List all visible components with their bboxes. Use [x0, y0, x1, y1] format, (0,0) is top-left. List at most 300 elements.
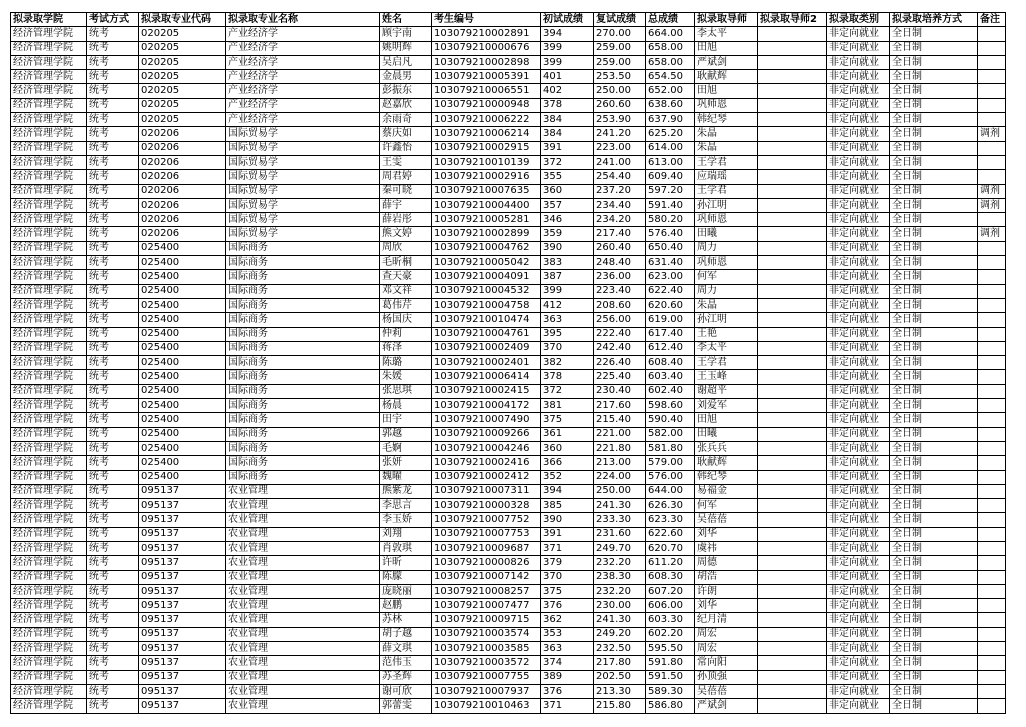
table-cell: 360 [541, 184, 594, 198]
table-row [11, 513, 1006, 527]
table-cell: 葛伟芹 [380, 298, 432, 312]
table-cell: 241.30 [594, 613, 646, 627]
table-cell: 薛岩彤 [380, 213, 432, 227]
table-cell: 378 [541, 98, 594, 112]
table-cell: 650.40 [646, 241, 695, 255]
table-cell: 391 [541, 141, 594, 155]
table-cell [978, 341, 1006, 355]
table-cell: 402 [541, 84, 594, 98]
table-cell [758, 55, 827, 69]
table-cell: 统考 [87, 684, 139, 698]
table-cell: 260.40 [594, 241, 646, 255]
table-cell [978, 55, 1006, 69]
table-cell [978, 441, 1006, 455]
table-cell: 经济管理学院 [11, 184, 87, 198]
table-cell: 611.20 [646, 556, 695, 570]
table-cell: 毛婀 [380, 441, 432, 455]
table-cell [758, 527, 827, 541]
table-cell: 103079210004091 [432, 270, 541, 284]
table-cell: 经济管理学院 [11, 127, 87, 141]
table-cell: 249.20 [594, 627, 646, 641]
table-cell: 355 [541, 170, 594, 184]
table-cell: 579.00 [646, 456, 695, 470]
table-cell: 609.40 [646, 170, 695, 184]
table-cell: 统考 [87, 256, 139, 270]
table-cell: 统考 [87, 27, 139, 41]
table-cell: 国际商务 [226, 470, 380, 484]
table-cell: 许鑫怡 [380, 141, 432, 155]
table-cell: 非定向就业 [827, 327, 890, 341]
table-cell: 非定向就业 [827, 98, 890, 112]
table-row [11, 599, 1006, 613]
table-cell [978, 356, 1006, 370]
table-cell: 非定向就业 [827, 370, 890, 384]
table-cell: 经济管理学院 [11, 527, 87, 541]
table-cell: 095137 [139, 699, 226, 713]
table-cell: 215.80 [594, 699, 646, 713]
table-cell: 103079210007311 [432, 484, 541, 498]
table-cell: 非定向就业 [827, 599, 890, 613]
table-cell: 020205 [139, 41, 226, 55]
table-cell [758, 499, 827, 513]
table-cell: 360 [541, 441, 594, 455]
table-cell: 非定向就业 [827, 613, 890, 627]
table-cell: 统考 [87, 98, 139, 112]
table-cell: 统考 [87, 70, 139, 84]
table-row [11, 241, 1006, 255]
table-cell: 全日制 [890, 427, 978, 441]
table-cell: 607.20 [646, 584, 695, 598]
table-cell [758, 270, 827, 284]
table-cell: 产业经济学 [226, 27, 380, 41]
table-cell: 统考 [87, 513, 139, 527]
table-cell [758, 570, 827, 584]
table-cell: 375 [541, 413, 594, 427]
table-cell: 经济管理学院 [11, 27, 87, 41]
table-cell: 朱晶 [695, 141, 758, 155]
table-cell: 103079210002915 [432, 141, 541, 155]
table-cell: 103079210007937 [432, 684, 541, 698]
table-cell: 巩师恩 [695, 213, 758, 227]
table-cell: 经济管理学院 [11, 484, 87, 498]
table-cell: 250.00 [594, 484, 646, 498]
table-cell: 熊文婷 [380, 227, 432, 241]
table-cell: 025400 [139, 413, 226, 427]
table-row [11, 41, 1006, 55]
table-cell [758, 370, 827, 384]
table-cell: 调剂 [978, 184, 1006, 198]
table-cell: 103079210000826 [432, 556, 541, 570]
table-cell: 刘华 [695, 599, 758, 613]
table-cell: 非定向就业 [827, 141, 890, 155]
table-cell: 103079210003574 [432, 627, 541, 641]
table-cell: 经济管理学院 [11, 241, 87, 255]
table-cell [978, 384, 1006, 398]
table-cell: 371 [541, 541, 594, 555]
table-cell: 何军 [695, 499, 758, 513]
table-cell: 366 [541, 456, 594, 470]
table-cell: 调剂 [978, 227, 1006, 241]
table-cell: 全日制 [890, 113, 978, 127]
table-cell: 全日制 [890, 384, 978, 398]
table-cell [758, 313, 827, 327]
table-cell: 103079210007142 [432, 570, 541, 584]
table-cell: 谢可欣 [380, 684, 432, 698]
table-cell: 田旭 [695, 84, 758, 98]
table-cell: 田宇 [380, 413, 432, 427]
table-cell [978, 527, 1006, 541]
table-cell: 非定向就业 [827, 270, 890, 284]
table-cell: 608.30 [646, 570, 695, 584]
table-cell: 全日制 [890, 41, 978, 55]
table-cell: 103079210007477 [432, 599, 541, 613]
table-cell: 103079210007635 [432, 184, 541, 198]
table-cell: 580.20 [646, 213, 695, 227]
table-cell [758, 170, 827, 184]
table-cell: 025400 [139, 470, 226, 484]
table-cell [758, 127, 827, 141]
table-cell: 250.00 [594, 84, 646, 98]
table-cell: 103079210002412 [432, 470, 541, 484]
table-cell: 371 [541, 699, 594, 713]
table-cell: 全日制 [890, 241, 978, 255]
table-cell: 非定向就业 [827, 656, 890, 670]
table-cell: 254.40 [594, 170, 646, 184]
table-cell [978, 656, 1006, 670]
table-cell: 余雨奇 [380, 113, 432, 127]
table-cell: 025400 [139, 313, 226, 327]
table-cell: 370 [541, 341, 594, 355]
table-cell: 周德 [695, 556, 758, 570]
table-cell: 095137 [139, 556, 226, 570]
table-row [11, 527, 1006, 541]
table-cell: 非定向就业 [827, 170, 890, 184]
table-cell: 095137 [139, 541, 226, 555]
table-cell: 357 [541, 198, 594, 212]
table-cell: 国际贸易学 [226, 184, 380, 198]
table-cell: 许昕 [380, 556, 432, 570]
table-cell: 020205 [139, 55, 226, 69]
table-row [11, 84, 1006, 98]
table-cell: 223.40 [594, 284, 646, 298]
table-cell [758, 41, 827, 55]
table-row [11, 427, 1006, 441]
table-cell: 103079210005042 [432, 256, 541, 270]
table-cell: 统考 [87, 470, 139, 484]
table-cell: 095137 [139, 499, 226, 513]
table-cell: 全日制 [890, 699, 978, 713]
table-cell [978, 399, 1006, 413]
table-cell: 103079210003585 [432, 642, 541, 656]
table-cell [758, 384, 827, 398]
table-cell: 非定向就业 [827, 642, 890, 656]
table-cell: 020206 [139, 198, 226, 212]
table-cell: 经济管理学院 [11, 413, 87, 427]
table-cell: 统考 [87, 41, 139, 55]
table-cell: 全日制 [890, 155, 978, 169]
table-cell: 国际商务 [226, 399, 380, 413]
table-cell: 103079210006222 [432, 113, 541, 127]
table-cell: 统考 [87, 670, 139, 684]
table-cell [978, 613, 1006, 627]
table-cell: 朱媛 [380, 370, 432, 384]
table-cell: 259.00 [594, 55, 646, 69]
table-cell: 经济管理学院 [11, 541, 87, 555]
table-cell: 经济管理学院 [11, 170, 87, 184]
table-cell: 非定向就业 [827, 556, 890, 570]
table-row [11, 399, 1006, 413]
table-row [11, 670, 1006, 684]
table-cell [758, 684, 827, 698]
table-cell: 非定向就业 [827, 670, 890, 684]
table-cell [758, 298, 827, 312]
table-cell: 农业管理 [226, 684, 380, 698]
table-cell: 256.00 [594, 313, 646, 327]
table-cell: 经济管理学院 [11, 356, 87, 370]
table-cell: 非定向就业 [827, 684, 890, 698]
table-cell: 统考 [87, 113, 139, 127]
table-cell: 623.00 [646, 270, 695, 284]
table-cell: 363 [541, 642, 594, 656]
table-cell: 郭越 [380, 427, 432, 441]
table-cell: 372 [541, 155, 594, 169]
table-cell: 非定向就业 [827, 127, 890, 141]
table-cell: 全日制 [890, 556, 978, 570]
table-cell: 农业管理 [226, 642, 380, 656]
table-cell: 农业管理 [226, 527, 380, 541]
table-cell: 非定向就业 [827, 499, 890, 513]
table-cell: 刘华 [695, 527, 758, 541]
table-cell: 025400 [139, 327, 226, 341]
table-cell: 国际贸易学 [226, 213, 380, 227]
table-cell: 全日制 [890, 184, 978, 198]
table-cell: 国际商务 [226, 356, 380, 370]
table-row [11, 570, 1006, 584]
table-cell: 统考 [87, 127, 139, 141]
table-cell: 230.40 [594, 384, 646, 398]
table-cell: 农业管理 [226, 556, 380, 570]
table-cell: 103079210007753 [432, 527, 541, 541]
table-cell: 农业管理 [226, 584, 380, 598]
table-row [11, 284, 1006, 298]
table-cell: 赵鹏 [380, 599, 432, 613]
table-cell: 肖敦琪 [380, 541, 432, 555]
table-cell: 国际贸易学 [226, 170, 380, 184]
table-cell: 全日制 [890, 499, 978, 513]
table-cell: 农业管理 [226, 570, 380, 584]
table-cell: 经济管理学院 [11, 699, 87, 713]
table-cell: 399 [541, 55, 594, 69]
table-cell: 376 [541, 684, 594, 698]
table-cell: 巩师恩 [695, 256, 758, 270]
table-cell: 周欣 [380, 241, 432, 255]
table-cell: 王学君 [695, 184, 758, 198]
table-cell: 103079210002415 [432, 384, 541, 398]
table-cell: 非定向就业 [827, 356, 890, 370]
table-cell: 637.90 [646, 113, 695, 127]
table-cell: 374 [541, 656, 594, 670]
table-cell: 非定向就业 [827, 484, 890, 498]
table-cell: 金晨男 [380, 70, 432, 84]
table-cell: 399 [541, 41, 594, 55]
table-cell: 612.40 [646, 341, 695, 355]
table-cell: 李太平 [695, 341, 758, 355]
table-cell: 390 [541, 241, 594, 255]
table-cell: 经济管理学院 [11, 155, 87, 169]
table-cell [758, 356, 827, 370]
table-row [11, 127, 1006, 141]
table-row [11, 470, 1006, 484]
table-cell [758, 441, 827, 455]
table-cell [978, 642, 1006, 656]
table-cell: 631.40 [646, 256, 695, 270]
table-cell: 经济管理学院 [11, 227, 87, 241]
table-cell: 统考 [87, 241, 139, 255]
table-row [11, 313, 1006, 327]
table-row [11, 441, 1006, 455]
table-row [11, 413, 1006, 427]
table-cell: 非定向就业 [827, 456, 890, 470]
table-cell: 非定向就业 [827, 541, 890, 555]
column-header: 考试方式 [87, 13, 139, 27]
table-cell: 全日制 [890, 627, 978, 641]
table-cell: 张妍 [380, 456, 432, 470]
table-cell: 非定向就业 [827, 213, 890, 227]
table-cell [758, 556, 827, 570]
table-cell: 602.20 [646, 627, 695, 641]
table-cell: 597.20 [646, 184, 695, 198]
table-cell: 巩师恩 [695, 98, 758, 112]
table-cell: 非定向就业 [827, 399, 890, 413]
table-cell: 259.00 [594, 41, 646, 55]
table-cell: 统考 [87, 556, 139, 570]
table-row [11, 642, 1006, 656]
table-cell: 农业管理 [226, 599, 380, 613]
table-cell [978, 456, 1006, 470]
column-header: 拟录取导师2 [758, 13, 827, 27]
table-cell: 626.30 [646, 499, 695, 513]
table-cell: 372 [541, 384, 594, 398]
table-cell: 381 [541, 399, 594, 413]
table-cell: 胡子越 [380, 627, 432, 641]
table-cell [978, 470, 1006, 484]
table-row [11, 341, 1006, 355]
table-cell: 589.30 [646, 684, 695, 698]
admission-list-table [10, 12, 1006, 714]
table-cell: 全日制 [890, 484, 978, 498]
table-cell [758, 399, 827, 413]
table-cell: 统考 [87, 170, 139, 184]
table-cell: 233.30 [594, 513, 646, 527]
table-cell: 非定向就业 [827, 198, 890, 212]
table-cell: 103079210004762 [432, 241, 541, 255]
table-cell: 652.00 [646, 84, 695, 98]
table-cell: 王学君 [695, 356, 758, 370]
table-cell: 薛宇 [380, 198, 432, 212]
table-cell: 非定向就业 [827, 284, 890, 298]
table-cell: 杨国庆 [380, 313, 432, 327]
table-cell: 623.30 [646, 513, 695, 527]
table-cell: 241.00 [594, 155, 646, 169]
table-row [11, 141, 1006, 155]
table-cell: 602.40 [646, 384, 695, 398]
table-cell: 非定向就业 [827, 527, 890, 541]
table-cell: 赵嘉欣 [380, 98, 432, 112]
table-cell: 何军 [695, 270, 758, 284]
table-cell: 非定向就业 [827, 113, 890, 127]
table-row [11, 584, 1006, 598]
table-cell: 103079210009715 [432, 613, 541, 627]
table-cell: 095137 [139, 584, 226, 598]
table-cell: 胡浩 [695, 570, 758, 584]
table-cell: 国际商务 [226, 270, 380, 284]
table-cell [978, 213, 1006, 227]
table-row [11, 613, 1006, 627]
table-cell: 103079210006414 [432, 370, 541, 384]
table-cell: 姚明辉 [380, 41, 432, 55]
table-cell: 农业管理 [226, 699, 380, 713]
table-cell [758, 113, 827, 127]
table-header-row [11, 13, 1006, 27]
table-cell: 统考 [87, 599, 139, 613]
table-cell: 217.40 [594, 227, 646, 241]
table-cell: 103079210007752 [432, 513, 541, 527]
table-cell: 238.30 [594, 570, 646, 584]
table-cell: 应瑞瑶 [695, 170, 758, 184]
table-cell: 352 [541, 470, 594, 484]
table-cell [978, 627, 1006, 641]
table-cell: 农业管理 [226, 541, 380, 555]
table-cell: 经济管理学院 [11, 141, 87, 155]
table-cell: 095137 [139, 684, 226, 698]
table-cell: 213.00 [594, 456, 646, 470]
table-row [11, 656, 1006, 670]
table-cell: 020205 [139, 27, 226, 41]
table-cell: 非定向就业 [827, 470, 890, 484]
table-cell: 253.90 [594, 113, 646, 127]
table-cell: 统考 [87, 570, 139, 584]
column-header: 备注 [978, 13, 1006, 27]
table-cell: 103079210002916 [432, 170, 541, 184]
table-cell: 095137 [139, 627, 226, 641]
table-cell: 020206 [139, 170, 226, 184]
table-cell: 周宏 [695, 627, 758, 641]
table-row [11, 499, 1006, 513]
table-cell: 非定向就业 [827, 298, 890, 312]
table-cell: 周力 [695, 284, 758, 298]
table-cell: 025400 [139, 456, 226, 470]
table-cell: 241.20 [594, 127, 646, 141]
table-cell: 耿献辉 [695, 456, 758, 470]
table-cell: 095137 [139, 513, 226, 527]
table-row [11, 155, 1006, 169]
table-cell: 国际贸易学 [226, 227, 380, 241]
table-cell: 国际商务 [226, 256, 380, 270]
table-cell: 非定向就业 [827, 84, 890, 98]
table-cell: 韩纪琴 [695, 470, 758, 484]
table-cell: 经济管理学院 [11, 399, 87, 413]
table-cell: 586.80 [646, 699, 695, 713]
table-cell: 统考 [87, 370, 139, 384]
table-cell [758, 613, 827, 627]
table-cell: 王学君 [695, 155, 758, 169]
table-cell: 全日制 [890, 84, 978, 98]
column-header: 拟录取导师 [695, 13, 758, 27]
table-cell: 025400 [139, 370, 226, 384]
table-cell: 国际贸易学 [226, 198, 380, 212]
table-cell: 统考 [87, 413, 139, 427]
table-cell: 237.20 [594, 184, 646, 198]
